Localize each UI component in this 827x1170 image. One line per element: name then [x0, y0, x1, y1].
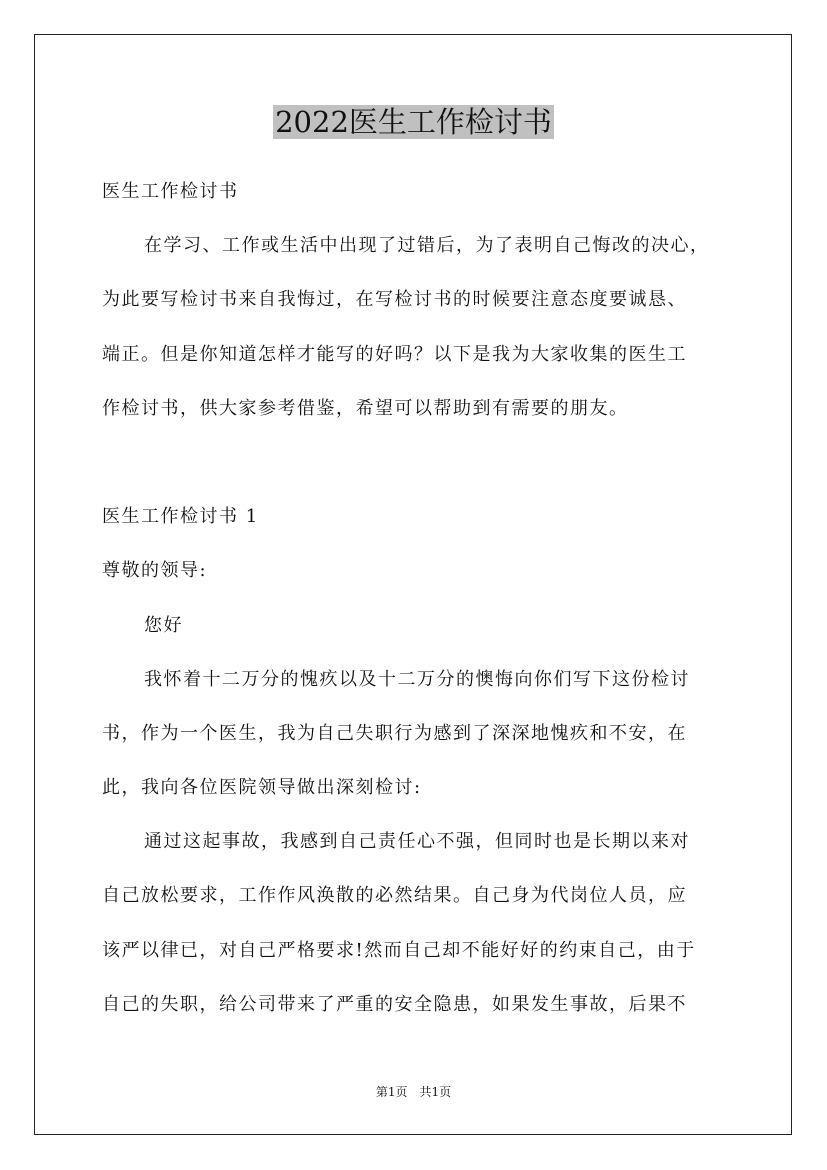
salutation: 尊敬的领导:	[102, 560, 208, 582]
paragraph-line: 自己放松要求，工作作风涣散的必然结果。自己身为代岗位人员，应	[102, 885, 687, 907]
section-heading: 医生工作检讨书 1	[102, 506, 259, 528]
greeting: 您好	[144, 614, 183, 636]
intro-line: 作检讨书，供大家参考借鉴，希望可以帮助到有需要的朋友。	[102, 397, 629, 419]
document-body	[102, 165, 732, 1032]
title-text: 2022医生工作检讨书	[275, 105, 552, 139]
intro-line: 为此要写检讨书来自我悔过，在写检讨书的时候要注意态度要诚恳、	[102, 289, 687, 311]
intro-line: 在学习、工作或生活中出现了过错后，为了表明自己悔改的决心，	[144, 235, 710, 257]
paragraph-line: 自己的失职，给公司带来了严重的安全隐患，如果发生事故，后果不	[102, 993, 687, 1015]
document-title	[0, 100, 827, 144]
subtitle: 医生工作检讨书	[102, 181, 239, 202]
paragraph-line: 此，我向各位医院领导做出深刻检讨:	[102, 777, 422, 799]
paragraph-line: 书，作为一个医生，我为自己失职行为感到了深深地愧疚和不安，在	[102, 722, 687, 744]
intro-line: 端正。但是你知道怎样才能写的好吗？以下是我为大家收集的医生工	[102, 343, 687, 365]
paragraph-line: 我怀着十二万分的愧疚以及十二万分的懊悔向你们写下这份检讨	[144, 668, 690, 690]
paragraph-line: 该严以律已，对自己严格要求!然而自己却不能好好的约束自己，由于	[102, 939, 696, 961]
paragraph-line: 通过这起事故，我感到自己责任心不强，但同时也是长期以来对	[144, 831, 690, 853]
blank-line	[102, 436, 732, 490]
page-number-footer: 第1页 共1页	[375, 1085, 452, 1099]
